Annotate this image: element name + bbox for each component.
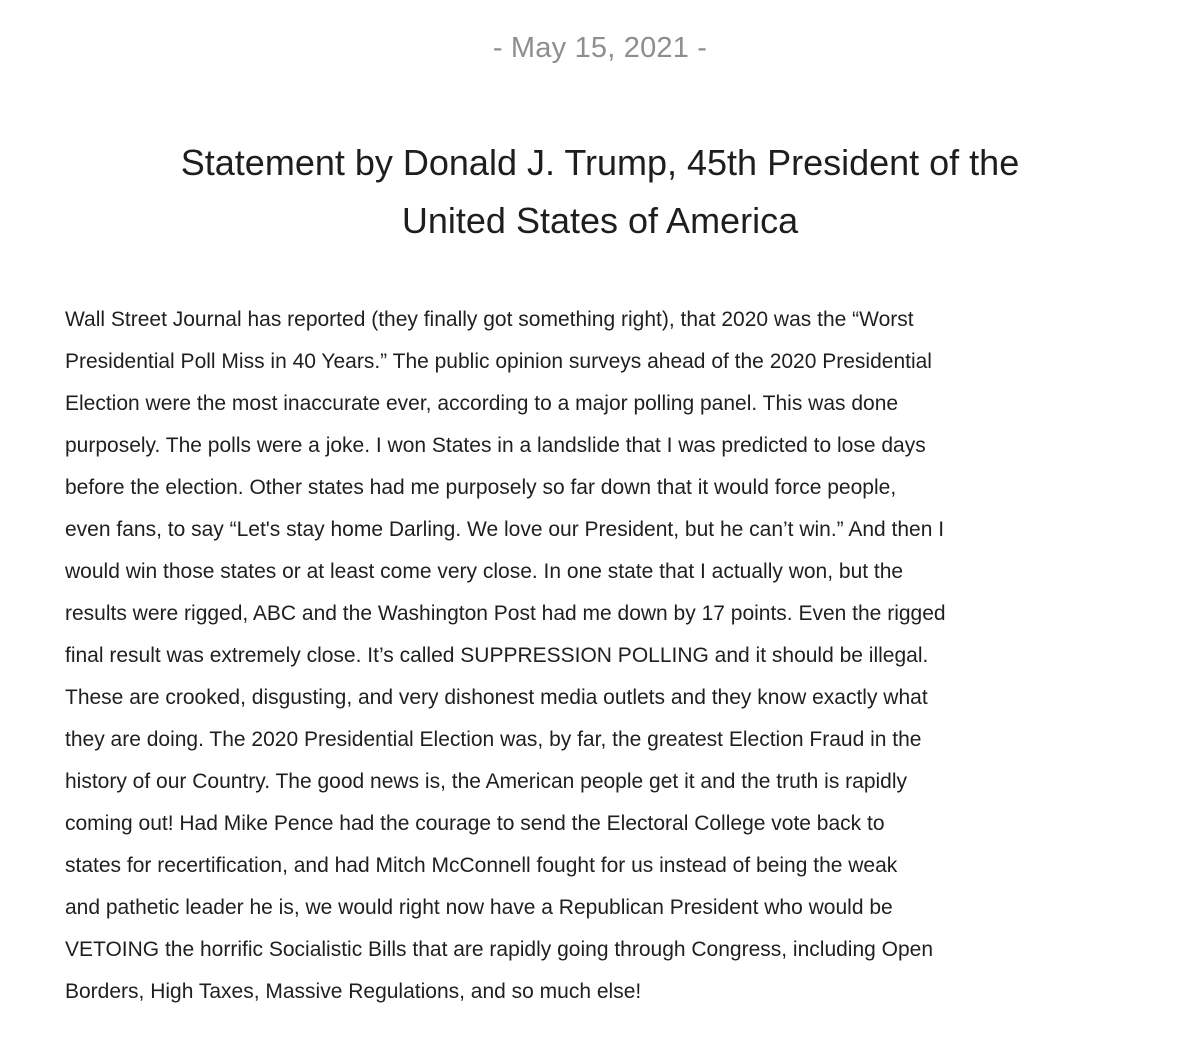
body-line: purposely. The polls were a joke. I won States in a landslide that I was predicted to lose days [65,434,926,457]
statement-body [65,299,1145,1013]
body-line: and pathetic leader he is, we would right now have a Republican President who would be [65,896,893,919]
title-line: United States of America [401,200,799,241]
statement-title [90,134,1110,250]
body-line: even fans, to say “Let's stay home Darling. We love our President, but he can’t win.” And then I [65,518,945,541]
body-line: Election were the most inaccurate ever, according to a major polling panel. This was done [65,392,899,415]
title-line: Statement by Donald J. Trump, 45th President of the [180,142,1020,183]
statement-date: - May 15, 2021 - [492,32,708,64]
body-line: would win those states or at least come very close. In one state that I actually won, but the [65,560,904,583]
body-line: before the election. Other states had me purposely so far down that it would force people, [65,476,897,499]
body-line: results were rigged, ABC and the Washington Post had me down by 17 points. Even the rigged [65,602,946,625]
body-line: These are crooked, disgusting, and very dishonest media outlets and they know exactly what [65,686,928,709]
body-line: Wall Street Journal has reported (they finally got something right), that 2020 was the “Worst [65,308,914,331]
body-line: history of our Country. The good news is, the American people get it and the truth is rapidly [65,770,908,793]
body-line: VETOING the horrific Socialistic Bills that are rapidly going through Congress, including Open [65,938,934,961]
body-line: coming out! Had Mike Pence had the courage to send the Electoral College vote back to [65,812,885,835]
body-line: states for recertification, and had Mitch McConnell fought for us instead of being the weak [65,854,898,877]
body-line: Presidential Poll Miss in 40 Years.” The public opinion surveys ahead of the 2020 Presidential [65,350,932,373]
body-line: they are doing. The 2020 Presidential Election was, by far, the greatest Election Fraud in the [65,728,922,751]
body-line: final result was extremely close. It’s called SUPPRESSION POLLING and it should be illegal. [65,644,929,667]
body-line: Borders, High Taxes, Massive Regulations, and so much else! [65,980,642,1003]
